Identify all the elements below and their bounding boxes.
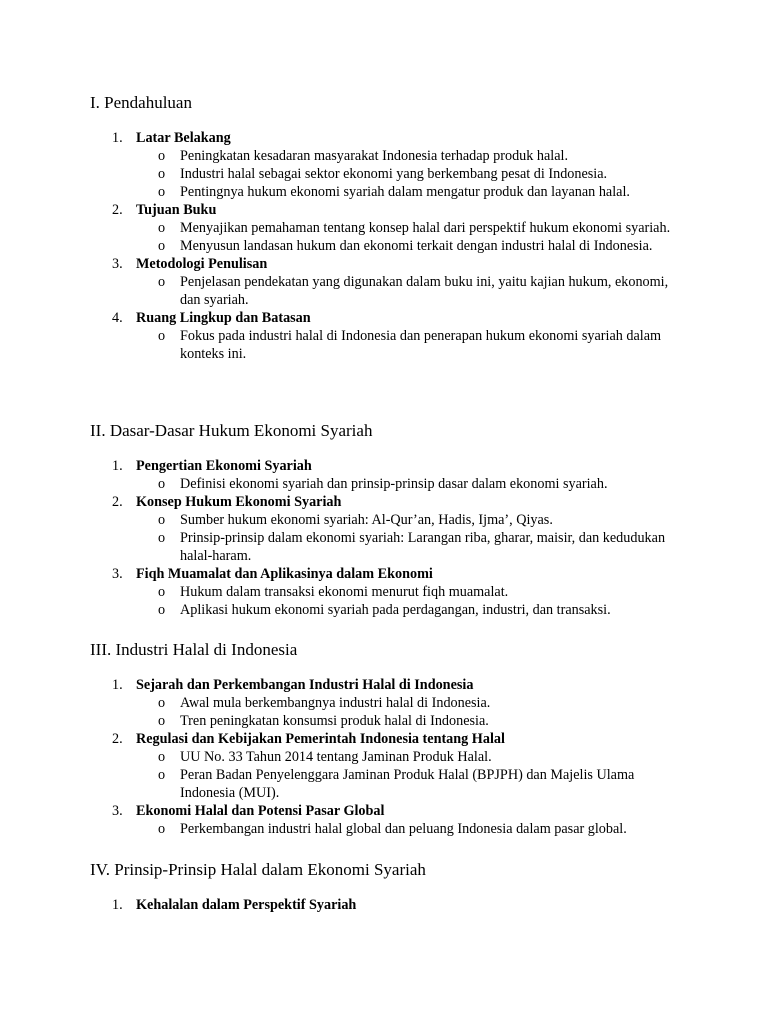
bullet-mark: o — [158, 274, 166, 290]
bullet-text: Fokus pada industri halal di Indonesia dan penerapan hukum ekonomi syariah dalam konteks ini. — [180, 328, 662, 362]
bullet-list — [90, 820, 690, 838]
item-title: Metodologi Penulisan — [136, 256, 268, 272]
bullet-list — [90, 748, 690, 802]
bullet-item — [90, 237, 680, 255]
bullet-list — [90, 694, 690, 730]
item-title: Tujuan Buku — [136, 202, 217, 218]
bullet-text: Aplikasi hukum ekonomi syariah pada perdagangan, industri, dan transaksi. — [180, 602, 611, 618]
bullet-mark: o — [158, 749, 166, 765]
list-item — [90, 565, 690, 583]
bullet-text: Peran Badan Penyelenggara Jaminan Produk Halal (BPJPH) dan Majelis Ulama Indonesia (MUI). — [180, 767, 635, 801]
section-title: I. Pendahuluan — [90, 93, 192, 112]
bullet-list — [90, 147, 690, 201]
item-title: Konsep Hukum Ekonomi Syariah — [136, 494, 342, 510]
section-title: II. Dasar-Dasar Hukum Ekonomi Syariah — [90, 421, 373, 440]
bullet-text: Awal mula berkembangnya industri halal di Indonesia. — [180, 695, 491, 711]
item-title: Regulasi dan Kebijakan Pemerintah Indonesia tentang Halal — [136, 731, 505, 747]
bullet-list — [90, 273, 690, 309]
bullet-mark: o — [158, 238, 166, 254]
bullet-item — [90, 273, 680, 309]
bullet-item — [90, 601, 680, 619]
list-item — [90, 457, 690, 475]
item-number: 3. — [112, 256, 123, 272]
item-number: 2. — [112, 494, 123, 510]
bullet-text: Hukum dalam transaksi ekonomi menurut fiqh muamalat. — [180, 584, 509, 600]
item-list — [90, 457, 690, 619]
section-dasar-hukum — [90, 421, 690, 619]
item-title: Pengertian Ekonomi Syariah — [136, 458, 312, 474]
item-title: Ekonomi Halal dan Potensi Pasar Global — [136, 803, 385, 819]
bullet-mark: o — [158, 220, 166, 236]
list-item — [90, 309, 690, 327]
bullet-list — [90, 327, 690, 363]
section-pendahuluan — [90, 93, 690, 363]
bullet-mark: o — [158, 602, 166, 618]
bullet-item — [90, 529, 680, 565]
bullet-mark: o — [158, 530, 166, 546]
section-title: IV. Prinsip-Prinsip Halal dalam Ekonomi Syariah — [90, 860, 426, 879]
item-number: 2. — [112, 731, 123, 747]
list-item — [90, 201, 690, 219]
item-number: 1. — [112, 458, 123, 474]
bullet-item — [90, 183, 680, 201]
bullet-text: Definisi ekonomi syariah dan prinsip-prinsip dasar dalam ekonomi syariah. — [180, 476, 608, 492]
section-prinsip-halal — [90, 860, 690, 914]
bullet-item — [90, 820, 680, 838]
item-title: Sejarah dan Perkembangan Industri Halal di Indonesia — [136, 677, 474, 693]
bullet-mark: o — [158, 713, 166, 729]
item-list — [90, 896, 690, 914]
item-number: 1. — [112, 897, 123, 913]
bullet-text: Sumber hukum ekonomi syariah: Al-Qur’an, Hadis, Ijma’, Qiyas. — [180, 512, 553, 528]
bullet-item — [90, 748, 680, 766]
item-number: 2. — [112, 202, 123, 218]
bullet-item — [90, 147, 680, 165]
bullet-mark: o — [158, 148, 166, 164]
list-item — [90, 493, 690, 511]
list-item — [90, 730, 690, 748]
item-title: Latar Belakang — [136, 130, 231, 146]
bullet-list — [90, 583, 690, 619]
list-item — [90, 802, 690, 820]
bullet-text: Perkembangan industri halal global dan peluang Indonesia dalam pasar global. — [180, 821, 627, 837]
bullet-list — [90, 511, 690, 565]
list-item — [90, 676, 690, 694]
section-title: III. Industri Halal di Indonesia — [90, 640, 298, 659]
item-number: 4. — [112, 310, 123, 326]
item-number: 3. — [112, 803, 123, 819]
item-title: Ruang Lingkup dan Batasan — [136, 310, 311, 326]
list-item — [90, 896, 690, 914]
bullet-mark: o — [158, 476, 166, 492]
item-list — [90, 676, 690, 838]
bullet-list — [90, 475, 690, 493]
bullet-item — [90, 511, 680, 529]
item-number: 3. — [112, 566, 123, 582]
bullet-list — [90, 219, 690, 255]
bullet-text: Tren peningkatan konsumsi produk halal di Indonesia. — [180, 713, 489, 729]
bullet-mark: o — [158, 184, 166, 200]
bullet-item — [90, 165, 680, 183]
bullet-item — [90, 694, 680, 712]
bullet-item — [90, 219, 680, 237]
list-item — [90, 129, 690, 147]
bullet-mark: o — [158, 695, 166, 711]
list-item — [90, 255, 690, 273]
bullet-mark: o — [158, 767, 166, 783]
bullet-text: UU No. 33 Tahun 2014 tentang Jaminan Produk Halal. — [180, 749, 492, 765]
bullet-mark: o — [158, 166, 166, 182]
section-industri-halal — [90, 640, 690, 838]
bullet-item — [90, 475, 680, 493]
bullet-text: Peningkatan kesadaran masyarakat Indonesia terhadap produk halal. — [180, 148, 569, 164]
bullet-item — [90, 583, 680, 601]
bullet-item — [90, 327, 680, 363]
bullet-text: Industri halal sebagai sektor ekonomi yang berkembang pesat di Indonesia. — [180, 166, 608, 182]
bullet-mark: o — [158, 328, 166, 344]
item-list — [90, 129, 690, 363]
bullet-text: Prinsip-prinsip dalam ekonomi syariah: Larangan riba, gharar, maisir, dan kedudukan halal-haram. — [180, 530, 666, 564]
bullet-text: Menyusun landasan hukum dan ekonomi terkait dengan industri halal di Indonesia. — [180, 238, 653, 254]
bullet-item — [90, 766, 680, 802]
bullet-mark: o — [158, 512, 166, 528]
bullet-mark: o — [158, 821, 166, 837]
bullet-text: Menyajikan pemahaman tentang konsep halal dari perspektif hukum ekonomi syariah. — [180, 220, 671, 236]
item-number: 1. — [112, 677, 123, 693]
item-title: Fiqh Muamalat dan Aplikasinya dalam Ekonomi — [136, 566, 433, 582]
bullet-item — [90, 712, 680, 730]
item-number: 1. — [112, 130, 123, 146]
bullet-mark: o — [158, 584, 166, 600]
bullet-text: Penjelasan pendekatan yang digunakan dalam buku ini, yaitu kajian hukum, ekonomi, dan syariah. — [180, 274, 669, 308]
bullet-text: Pentingnya hukum ekonomi syariah dalam mengatur produk dan layanan halal. — [180, 184, 630, 200]
item-title: Kehalalan dalam Perspektif Syariah — [136, 897, 357, 913]
